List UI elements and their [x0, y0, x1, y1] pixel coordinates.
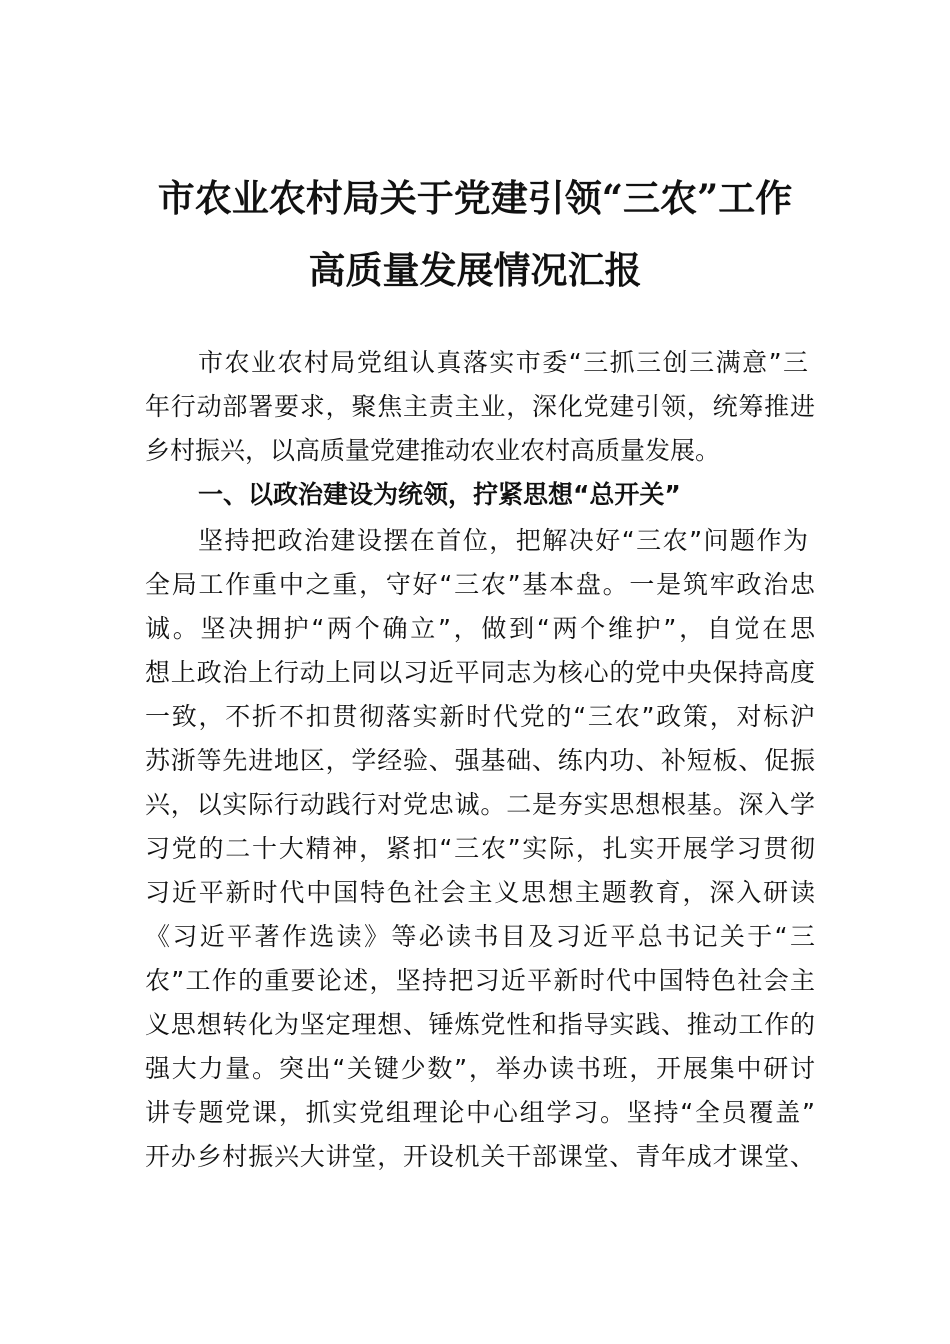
section-1-line-2: 全局工作重中之重，守好“三农”基本盘。一是筑牢政治忠	[145, 570, 815, 599]
document-title-line-2: 高质量发展情况汇报	[308, 248, 642, 292]
section-1-line-5: 一致，不折不扣贯彻落实新时代党的“三农”政策，对标沪	[145, 702, 815, 731]
section-1-line-12: 义思想转化为坚定理想、锤炼党性和指导实践、推动工作的	[145, 1010, 815, 1039]
section-1-line-10: 《习近平著作选读》等必读书目及习近平总书记关于“三	[145, 922, 815, 951]
section-1-heading: 一、以政治建设为统领，拧紧思想“总开关”	[198, 480, 681, 509]
section-1-line-11: 农”工作的重要论述，坚持把习近平新时代中国特色社会主	[145, 966, 815, 995]
document-title-line-1: 市农业农村局关于党建引领“三农”工作	[157, 176, 793, 220]
intro-paragraph-line-1: 市农业农村局党组认真落实市委“三抓三创三满意”三	[198, 348, 808, 377]
section-1-line-8: 习党的二十大精神，紧扣“三农”实际，扎实开展学习贯彻	[145, 834, 815, 863]
intro-paragraph-line-2: 年行动部署要求，聚焦主责主业，深化党建引领，统筹推进	[145, 392, 815, 421]
intro-paragraph-line-3: 乡村振兴，以高质量党建推动农业农村高质量发展。	[145, 436, 721, 465]
section-1-line-14: 讲专题党课，抓实党组理论中心组学习。坚持“全员覆盖”	[145, 1098, 815, 1127]
section-1-line-1: 坚持把政治建设摆在首位，把解决好“三农”问题作为	[198, 526, 808, 555]
section-1-line-9: 习近平新时代中国特色社会主义思想主题教育，深入研读	[145, 878, 815, 907]
section-1-line-15: 开办乡村振兴大讲堂，开设机关干部课堂、青年成才课堂、	[145, 1142, 815, 1171]
section-1-line-3: 诚。坚决拥护“两个确立”，做到“两个维护”，自觉在思	[145, 614, 815, 643]
section-1-line-4: 想上政治上行动上同以习近平同志为核心的党中央保持高度	[145, 658, 815, 687]
section-1-line-7: 兴，以实际行动践行对党忠诚。二是夯实思想根基。深入学	[145, 790, 815, 819]
section-1-line-6: 苏浙等先进地区，学经验、强基础、练内功、补短板、促振	[145, 746, 815, 775]
section-1-line-13: 强大力量。突出“关键少数”，举办读书班，开展集中研讨	[145, 1054, 815, 1083]
